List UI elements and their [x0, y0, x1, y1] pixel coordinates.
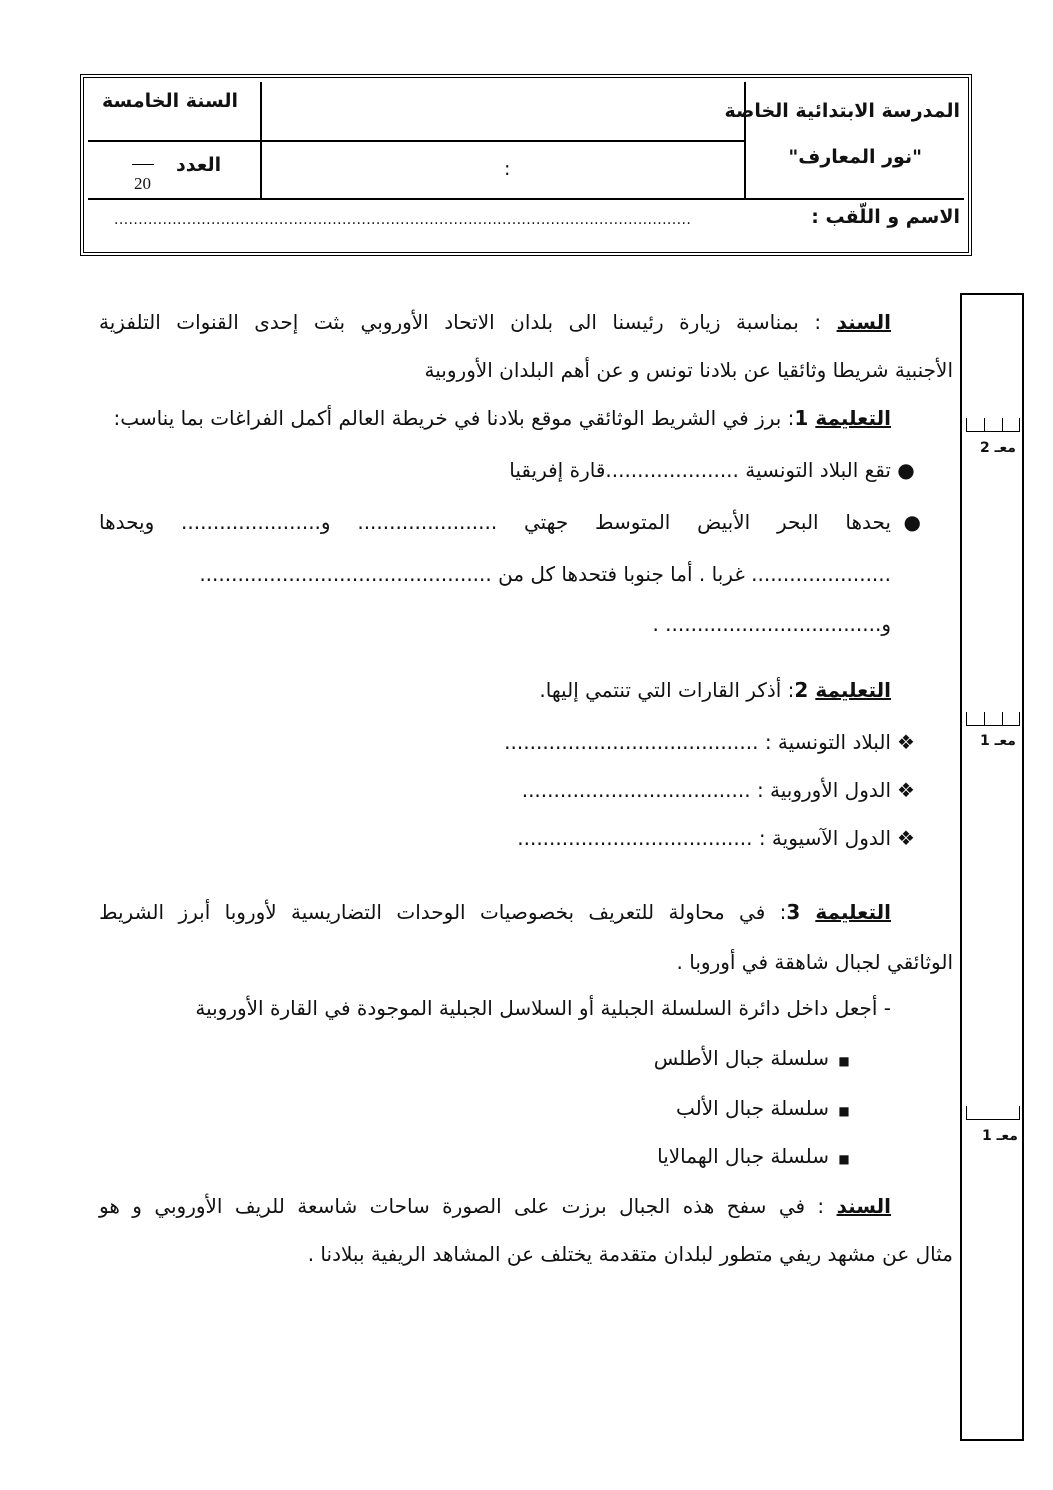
- header-divider-name: [88, 198, 964, 200]
- sanad2-keyword: السند: [836, 1194, 891, 1218]
- instruction-1: التعليمة 1: برز في الشريط الوثائقي موقع بلادنا في خريطة العالم أكمل الفراغات بما يناسب:: [113, 406, 891, 430]
- instruction-1-bullet-2-end: و.................................. .: [652, 612, 891, 636]
- name-label: الاسم و اللّقب :: [811, 206, 960, 228]
- instruction-2-item-2: ❖الدول الأوروبية : ....................................: [521, 778, 915, 802]
- header-table: [80, 74, 972, 256]
- instruction-3-task: - أجعل داخل دائرة السلسلة الجبلية أو السلاسل الجبلية الموجودة في القارة الأوروبية: [195, 996, 891, 1020]
- instruction-1-bullet-1: ●تقع البلاد التونسية .....................قارة إفريقيا: [509, 458, 915, 482]
- header-divider-middle: [260, 140, 746, 142]
- instruction-2-item-1: ❖البلاد التونسية : ........................................: [504, 730, 915, 754]
- score-box-3[interactable]: [966, 1106, 1020, 1120]
- score-fraction-line: [132, 164, 154, 165]
- instruction-3-line2: الوثائقي لجبال شاهقة في أوروبا .: [676, 950, 953, 974]
- score-weight-3: معـ 1: [982, 1128, 1018, 1144]
- name-field[interactable]: .......................................................................................................................: [114, 212, 692, 228]
- sanad1-line1: السند : بمناسبة زيارة رئيسنا الى بلدان الاتحاد الأوروبي بثت إحدى القنوات التلفزية: [99, 310, 891, 334]
- instruction-2-item-3: ❖الدول الآسيوية : .....................................: [517, 826, 915, 850]
- instruction-1-bullet-2-cont: ...................... غربا . أما جنوبا فتحدها كل من ..............................................: [199, 562, 891, 586]
- score-total: 20: [134, 174, 151, 193]
- header-middle-colon: :: [504, 158, 511, 180]
- instruction-3: التعليمة 3: في محاولة للتعريف بخصوصيات الوحدات التضاريسية لأوروبا أبرز الشريط: [99, 900, 891, 924]
- mountain-option-2[interactable]: ■سلسلة جبال الألب: [676, 1096, 850, 1120]
- school-name-line2: "نور المعارف": [788, 146, 922, 168]
- instruction-1-bullet-2: ●يحدها البحر الأبيض المتوسط جهتي ...................... و...................... ويحدها: [99, 510, 921, 534]
- instruction-2: التعليمة 2: أذكر القارات التي تنتمي إليها.: [539, 678, 891, 702]
- score-label: العدد: [176, 154, 222, 176]
- sanad2-line1: السند : في سفح هذه الجبال برزت على الصورة ساحات شاسعة للريف الأوروبي و هو: [99, 1194, 891, 1218]
- score-weight-1: معـ 2: [980, 440, 1016, 456]
- score-box-2[interactable]: [966, 712, 1020, 726]
- header-divider-grade: [88, 140, 264, 142]
- sanad1-line2: الأجنبية شريطا وثائقيا عن بلادنا تونس و عن أهم البلدان الأوروبية: [424, 358, 953, 382]
- grade-label: السنة الخامسة: [102, 90, 238, 112]
- sanad2-line2: مثال عن مشهد ريفي متطور لبلدان متقدمة يختلف عن المشاهد الريفية ببلادنا .: [307, 1242, 953, 1266]
- score-weight-2: معـ 1: [980, 733, 1016, 749]
- score-box-1[interactable]: [966, 418, 1020, 432]
- score-margin-column: [960, 293, 1024, 1441]
- sanad1-keyword: السند: [836, 310, 891, 334]
- school-name-line1: المدرسة الابتدائية الخاصة: [724, 100, 960, 122]
- mountain-option-3[interactable]: ■سلسلة جبال الهمالايا: [657, 1144, 850, 1168]
- mountain-option-1[interactable]: ■سلسلة جبال الأطلس: [653, 1046, 850, 1070]
